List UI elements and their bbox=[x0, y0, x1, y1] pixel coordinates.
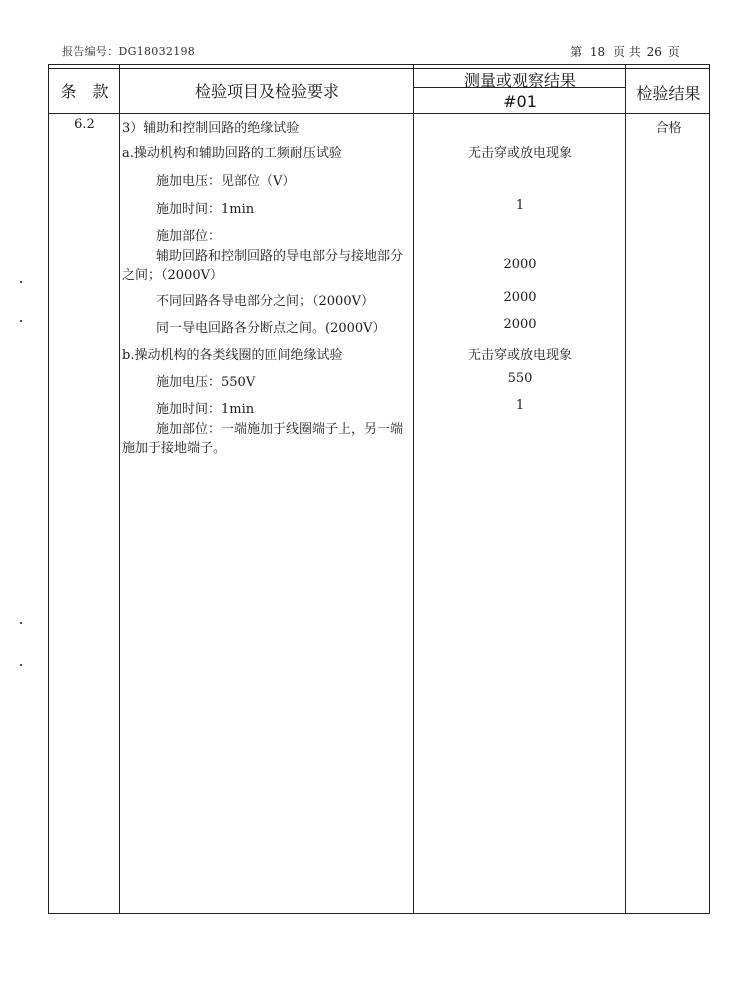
item-row-b-location: 施加部位：一端施加于线圈端子上，另一端施加于接地端子。 bbox=[122, 422, 404, 456]
scan-mark bbox=[20, 281, 22, 283]
scan-mark bbox=[20, 622, 22, 624]
page-prefix: 第 bbox=[570, 45, 583, 59]
value-row-a-location-3: 2000 bbox=[503, 317, 537, 332]
scan-mark bbox=[20, 320, 22, 322]
col-divider-item bbox=[413, 64, 414, 914]
col-divider-clause bbox=[119, 64, 120, 914]
item-row-a-location-1: 辅助回路和控制回路的导电部分与接地部分之间；（2000V） bbox=[122, 249, 404, 283]
item-row-b-title: b.操动机构的各类线圈的匝间绝缘试验 bbox=[122, 348, 343, 363]
item-row-a-time: 施加时间：1min bbox=[156, 202, 255, 217]
scan-mark bbox=[20, 664, 22, 666]
overall-result: 合格 bbox=[655, 121, 682, 136]
page-current: 18 bbox=[589, 45, 606, 59]
inspection-table bbox=[48, 64, 710, 914]
header-measurement: 测量或观察结果 bbox=[463, 71, 576, 90]
item-row-a-location-3: 同一导电回路各分断点之间。(2000V） bbox=[156, 321, 386, 336]
header-bottom-rule bbox=[48, 113, 710, 114]
page-indicator bbox=[570, 43, 680, 60]
report-number: 报告编号：DG18032198 bbox=[62, 45, 196, 58]
item-row-a-voltage: 施加电压：见部位（V） bbox=[156, 174, 296, 189]
col-divider-measure bbox=[625, 64, 626, 914]
clause-number: 6.2 bbox=[74, 117, 95, 132]
item-row-b-voltage: 施加电压：550V bbox=[156, 375, 256, 390]
header-sample-id: #01 bbox=[503, 92, 537, 111]
item-row-a-location: 施加部位： bbox=[156, 229, 222, 244]
item-row-a-title: a.操动机构和辅助回路的工频耐压试验 bbox=[122, 146, 342, 161]
value-row-b-time: 1 bbox=[515, 398, 525, 413]
value-row-b: 无击穿或放电现象 bbox=[467, 348, 572, 363]
page-middle: 页 共 bbox=[612, 45, 641, 59]
header-item: 检验项目及检验要求 bbox=[194, 82, 339, 101]
value-row-a-location-1: 2000 bbox=[503, 257, 537, 272]
page-suffix: 页 bbox=[667, 45, 680, 59]
page-total: 26 bbox=[646, 45, 662, 59]
item-row-a-location-2: 不同回路各导电部分之间；（2000V） bbox=[156, 294, 374, 309]
value-row-a: 无击穿或放电现象 bbox=[467, 146, 572, 161]
value-row-a-location-2: 2000 bbox=[503, 290, 537, 305]
value-row-b-voltage: 550 bbox=[507, 371, 533, 386]
header-result: 检验结果 bbox=[636, 84, 701, 103]
item-row-title: 3）辅助和控制回路的绝缘试验 bbox=[122, 121, 300, 136]
value-row-a-time: 1 bbox=[515, 198, 525, 213]
header-clause: 条 款 bbox=[60, 82, 109, 101]
item-row-b-time: 施加时间：1min bbox=[156, 402, 255, 417]
